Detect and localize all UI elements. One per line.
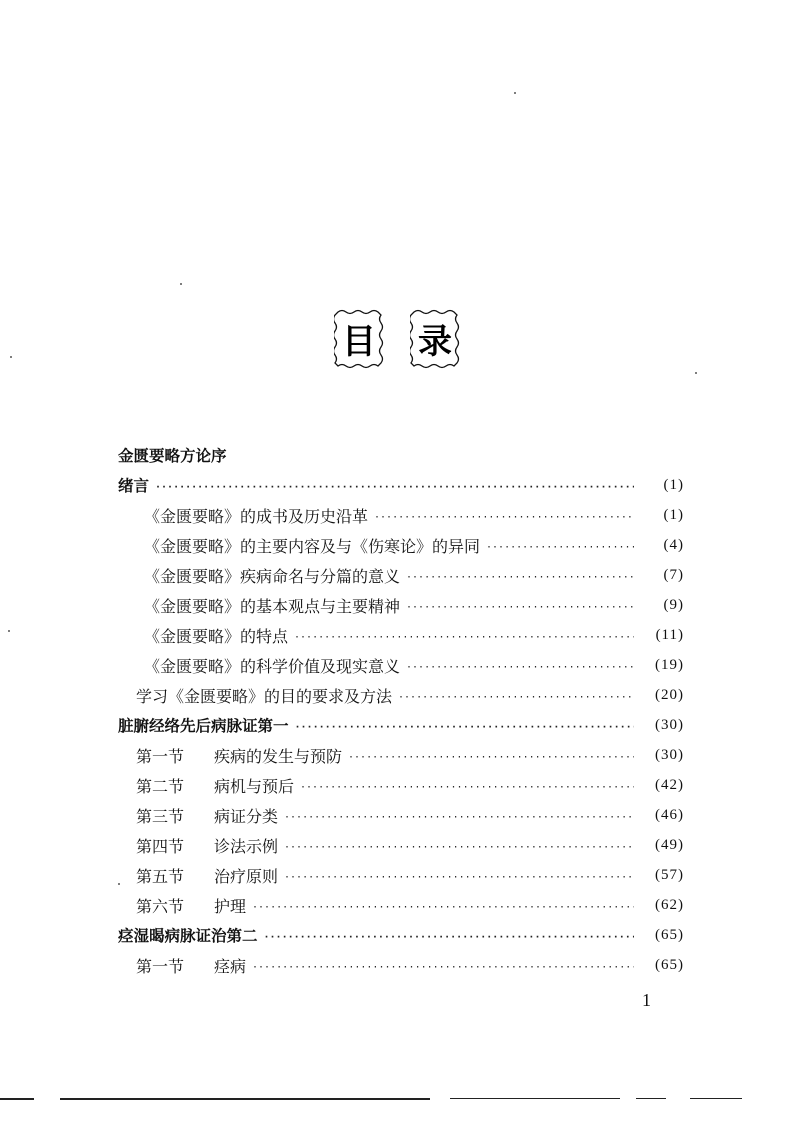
scan-speck — [695, 372, 697, 374]
toc-page-number: (46) — [655, 806, 684, 823]
dot-leader — [374, 512, 634, 523]
toc-entry[interactable] — [118, 860, 684, 890]
toc-page-number: (49) — [655, 836, 684, 853]
toc-section-number: 第五节 — [136, 866, 185, 886]
scan-edge-line — [690, 1098, 742, 1099]
scan-edge-line — [0, 1098, 34, 1100]
toc-section-number: 第一节 — [136, 956, 185, 976]
toc-entry[interactable] — [118, 470, 684, 500]
toc-section-number: 第二节 — [136, 776, 185, 796]
toc-entry[interactable] — [118, 950, 684, 980]
page-number: 1 — [642, 990, 651, 1010]
toc-page-number: (65) — [655, 956, 684, 973]
toc-page-number: (30) — [655, 746, 684, 763]
toc-page-number: (62) — [655, 896, 684, 913]
title-char-mu: 目 — [342, 322, 376, 362]
toc-page-number: (19) — [655, 656, 684, 673]
dot-leader — [295, 722, 634, 733]
toc-page-number: (42) — [655, 776, 684, 793]
toc-title — [330, 308, 470, 378]
toc-page-number: (57) — [655, 866, 684, 883]
dot-leader — [264, 932, 634, 943]
toc-entry-label: 金匮要略方论序 — [118, 447, 227, 465]
dot-leader — [252, 962, 634, 973]
toc-entry-label: 治疗原则 — [214, 866, 279, 886]
dot-leader — [348, 752, 634, 763]
dot-leader — [252, 902, 634, 913]
toc-entry-label: 《金匮要略》的特点 — [144, 626, 289, 646]
title-char-lu: 录 — [418, 322, 452, 362]
scan-speck — [514, 92, 516, 94]
dot-leader — [294, 632, 634, 643]
toc-section-number: 第六节 — [136, 896, 185, 916]
toc-section-number: 第三节 — [136, 806, 185, 826]
toc-entry[interactable] — [118, 920, 684, 950]
toc-entry-label: 病机与预后 — [214, 776, 295, 796]
toc-page-number: (11) — [655, 626, 684, 643]
toc-entry[interactable] — [118, 830, 684, 860]
scan-edge-line — [60, 1098, 430, 1100]
scan-edge-line — [450, 1098, 620, 1099]
toc-entry[interactable] — [118, 890, 684, 920]
toc-section-number: 第四节 — [136, 836, 185, 856]
toc-entry-label: 诊法示例 — [214, 836, 279, 856]
toc-entry-label: 痉湿暍病脉证治第二 — [118, 927, 258, 945]
dot-leader — [284, 872, 634, 883]
toc-section-number: 第一节 — [136, 746, 185, 766]
scan-speck — [10, 356, 12, 358]
scan-speck — [180, 283, 182, 285]
toc-entry[interactable] — [118, 650, 684, 680]
toc-entry-label: 病证分类 — [214, 806, 279, 826]
toc-page-number: (30) — [655, 716, 684, 733]
scan-speck — [8, 630, 10, 632]
toc-entry-label: 绪言 — [118, 477, 150, 495]
toc-entry[interactable] — [118, 620, 684, 650]
toc-page-number: (7) — [663, 566, 684, 583]
toc-page-number: (65) — [655, 926, 684, 943]
toc-entry[interactable] — [118, 680, 684, 710]
toc-page-number: (4) — [663, 536, 684, 553]
dot-leader — [155, 482, 634, 493]
dot-leader — [406, 662, 634, 673]
scan-speck — [118, 883, 120, 885]
toc-entry[interactable] — [118, 590, 684, 620]
dot-leader — [284, 842, 634, 853]
toc-entry-label: 《金匮要略》的科学价值及现实意义 — [144, 656, 401, 676]
toc-entry[interactable] — [118, 530, 684, 560]
dot-leader — [284, 812, 634, 823]
toc-entry-label: 护理 — [214, 896, 247, 916]
toc-entry[interactable] — [118, 800, 684, 830]
dot-leader — [406, 602, 634, 613]
toc-entry[interactable] — [118, 440, 684, 470]
toc-entry[interactable] — [118, 770, 684, 800]
toc-entry-label: 《金匮要略》疾病命名与分篇的意义 — [144, 566, 401, 586]
toc-entry-label: 学习《金匮要略》的目的要求及方法 — [136, 686, 393, 706]
toc-entry-label: 痉病 — [214, 956, 247, 976]
table-of-contents — [118, 440, 684, 980]
toc-page-number: (9) — [663, 596, 684, 613]
toc-entry[interactable] — [118, 560, 684, 590]
dot-leader — [398, 692, 634, 703]
toc-entry[interactable] — [118, 710, 684, 740]
scan-edge-line — [636, 1098, 666, 1099]
dot-leader — [486, 542, 634, 553]
toc-page-number: (1) — [663, 506, 684, 523]
toc-entry-label: 《金匮要略》的基本观点与主要精神 — [144, 596, 401, 616]
toc-entry[interactable] — [118, 500, 684, 530]
toc-entry-label: 《金匮要略》的成书及历史沿革 — [144, 506, 369, 526]
dot-leader — [406, 572, 634, 583]
toc-entry[interactable] — [118, 740, 684, 770]
toc-page-number: (20) — [655, 686, 684, 703]
toc-entry-label: 脏腑经络先后病脉证第一 — [118, 717, 289, 735]
dot-leader — [300, 782, 634, 793]
toc-entry-label: 疾病的发生与预防 — [214, 746, 343, 766]
toc-entry-label: 《金匮要略》的主要内容及与《伤寒论》的异同 — [144, 536, 481, 556]
toc-page-number: (1) — [663, 476, 684, 493]
